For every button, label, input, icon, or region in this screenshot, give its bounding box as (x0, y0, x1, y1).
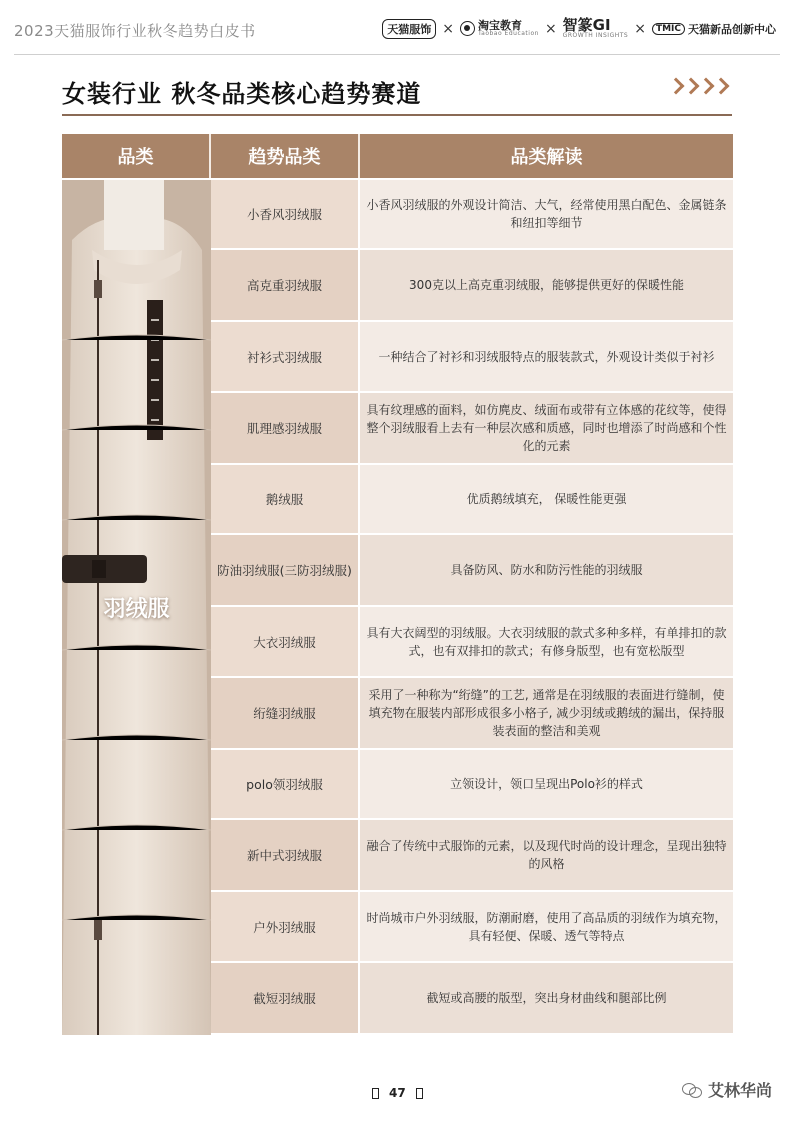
table-row (211, 678, 733, 750)
zhizhuan-logo-text: 智篆GI (562, 16, 611, 34)
tmic-logo-text: 天猫新品创新中心 (688, 22, 776, 36)
trend-category-cell: polo领羽绒服 (211, 750, 360, 818)
page-marker-right (416, 1088, 423, 1099)
trend-category-cell: 鹅绒服 (211, 465, 360, 533)
times-separator: × (544, 20, 557, 37)
description-cell: 融合了传统中式服饰的元素，以及现代时尚的设计理念，呈现出独特的风格 (360, 820, 733, 890)
partner-logos (382, 18, 776, 39)
description-cell: 具有大衣阔型的羽绒服。大衣羽绒服的款式多种多样，有单排扣的款式，也有双排扣的款式；有修身版型，也有宽松版型 (360, 607, 733, 676)
description-cell: 具有纹理感的面料，如仿麂皮、绒面布或带有立体感的花纹等，使得整个羽绒服看上去有一种层次感和质感，同时也增添了时尚感和个性化的元素 (360, 393, 733, 463)
tmic-logo (652, 21, 776, 37)
description-cell: 具备防风、防水和防污性能的羽绒服 (360, 535, 733, 605)
wechat-icon (682, 1082, 702, 1098)
header-divider (14, 54, 780, 55)
table-row (211, 180, 733, 250)
document-title: 2023天猫服饰行业秋冬趋势白皮书 (14, 22, 256, 40)
description-cell: 一种结合了衬衫和羽绒服特点的服装款式，外观设计类似于衬衫 (360, 322, 733, 391)
page-number-text: 47 (389, 1086, 406, 1100)
table-row (211, 963, 733, 1035)
description-cell: 时尚城市户外羽绒服，防潮耐磨，使用了高品质的羽绒作为填充物，具有轻便、保暖、透气等特点 (360, 892, 733, 961)
table-row (211, 465, 733, 535)
tmic-mark: TMIC (652, 23, 685, 35)
table-body (62, 180, 733, 1035)
title-underline (62, 114, 732, 116)
description-cell: 截短或高腰的版型，突出身材曲线和腿部比例 (360, 963, 733, 1033)
trend-category-cell: 大衣羽绒服 (211, 607, 360, 676)
times-separator: × (442, 20, 454, 37)
tmall-fashion-logo-text: 天猫服饰 (387, 22, 432, 36)
taobao-education-logo-subtext: Taobao Education (477, 30, 539, 37)
trend-category-cell: 衬衫式羽绒服 (211, 322, 360, 391)
category-cell-photo (62, 180, 211, 1035)
table-header (62, 134, 733, 178)
description-cell: 小香风羽绒服的外观设计简洁、大气，经常使用黑白配色、金属链条和纽扣等细节 (360, 180, 733, 248)
table-row (211, 393, 733, 465)
trend-category-cell: 肌理感羽绒服 (211, 393, 360, 463)
table-rows (211, 180, 733, 1035)
table-row (211, 892, 733, 963)
column-header-description: 品类解读 (510, 147, 583, 168)
trend-category-cell: 截短羽绒服 (211, 963, 360, 1033)
footer-brand-text: 艾林华尚 (707, 1081, 772, 1100)
table-row (211, 322, 733, 393)
page-number (372, 1086, 423, 1100)
description-cell: 采用了一种称为“绗缝”的工艺, 通常是在羽绒服的表面进行缝制，使填充物在服装内部形成很多小格子, 减少羽绒或鹅绒的漏出，保持服装表面的整洁和美观 (360, 678, 733, 748)
trend-category-cell: 户外羽绒服 (211, 892, 360, 961)
taobao-education-logo-text: 淘宝教育 (477, 19, 522, 32)
trend-table (62, 134, 733, 1035)
trend-category-cell: 新中式羽绒服 (211, 820, 360, 890)
description-cell: 300克以上高克重羽绒服，能够提供更好的保暖性能 (360, 250, 733, 320)
table-row (211, 607, 733, 678)
zhizhuan-logo-subtext: GROWTH INSIGHTS (562, 32, 629, 39)
category-label: 羽绒服 (103, 597, 170, 622)
page-header (0, 0, 794, 56)
footer-brand (682, 1078, 772, 1101)
description-cell: 优质鹅绒填充， 保暖性能更强 (360, 465, 733, 533)
table-row (211, 750, 733, 820)
description-cell: 立领设计，领口呈现出Polo衫的样式 (360, 750, 733, 818)
trend-category-cell: 绗缝羽绒服 (211, 678, 360, 748)
trend-category-cell: 高克重羽绒服 (211, 250, 360, 320)
zhizhuan-logo (563, 18, 629, 39)
chevron-right-icon (670, 80, 730, 92)
taobao-education-logo (460, 20, 539, 37)
taobao-education-icon (460, 21, 475, 36)
table-row (211, 250, 733, 322)
times-separator: × (634, 20, 646, 37)
table-row (211, 535, 733, 607)
tmall-fashion-logo (382, 19, 436, 39)
trend-category-cell: 小香风羽绒服 (211, 180, 360, 248)
section-title: 女装行业 秋冬品类核心趋势赛道 (62, 80, 422, 108)
trend-category-cell: 防油羽绒服(三防羽绒服) (211, 535, 360, 605)
table-row (211, 820, 733, 892)
page-marker-left (372, 1088, 379, 1099)
column-header-category: 品类 (62, 134, 211, 178)
column-header-trend: 趋势品类 (211, 134, 360, 178)
